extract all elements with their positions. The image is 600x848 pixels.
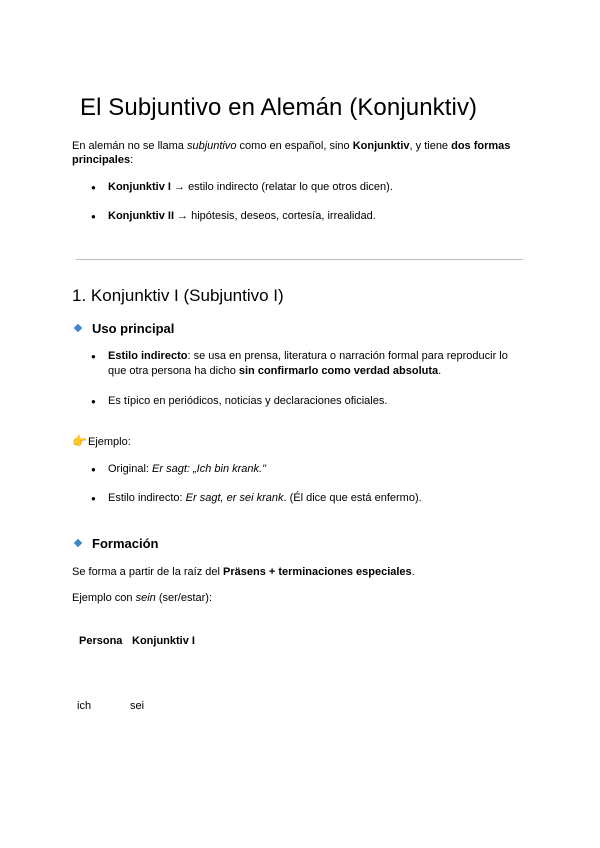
form-desc: → estilo indirecto (relatar lo que otros dicen). [170, 181, 393, 193]
form-desc: → hipótesis, deseos, cortesía, irrealidad. [174, 210, 376, 222]
intro-text: : [130, 154, 134, 166]
table-cell-form: sei [130, 700, 145, 712]
pointing-hand-icon: 👉 [72, 434, 87, 448]
formacion-text: . [411, 566, 415, 578]
intro-konjunktiv: Konjunktiv [352, 140, 410, 152]
subheading-formacion: Formación [92, 536, 159, 551]
list-item-original [108, 462, 513, 477]
diamond-icon [74, 539, 82, 547]
sin-confirmarlo-text: sin confirmarlo como verdad absoluta [238, 365, 439, 377]
bullet-icon: ● [91, 494, 96, 503]
formacion-paragraph [72, 565, 415, 579]
subheading-uso: Uso principal [92, 321, 175, 336]
ejemplo-label: Ejemplo: [88, 436, 131, 448]
intro-text: como en español, sino [236, 140, 353, 152]
ejemplo-sein-text: Ejemplo con [72, 592, 136, 604]
document-title: El Subjuntivo en Alemán (Konjunktiv) [80, 94, 478, 121]
list-item-konjunktiv-1 [108, 180, 513, 195]
bullet-icon: ● [91, 352, 96, 361]
bullet-icon: ● [91, 465, 96, 474]
table-cell-person: ich [77, 700, 92, 712]
original-label: Original: [108, 463, 153, 475]
bullet-icon: ● [91, 397, 96, 406]
indirect-translation: . (Él dice que está enfermo). [283, 492, 422, 504]
indirect-label: Estilo indirecto: [108, 492, 186, 504]
estilo-indirecto-text: . [438, 365, 442, 377]
bullet-icon: ● [91, 183, 96, 192]
intro-text: En alemán no se llama [72, 140, 187, 152]
form-name: Konjunktiv I [108, 181, 171, 193]
ejemplo-sein-text: (ser/estar): [155, 592, 213, 604]
sein-word: sein [135, 592, 156, 604]
formacion-text: Se forma a partir de la raíz del [72, 566, 224, 578]
intro-dos-formas: dos formas principales [72, 140, 511, 166]
diamond-icon [74, 324, 82, 332]
table-header-konjunktiv: Konjunktiv I [132, 635, 195, 647]
indirect-text: Er sagt, er sei krank [185, 492, 284, 504]
intro-text: , y tiene [409, 140, 452, 152]
intro-subjuntivo: subjuntivo [186, 140, 237, 152]
list-item-konjunktiv-2 [108, 209, 513, 224]
form-name: Konjunktiv II [108, 210, 174, 222]
praesens-text: Präsens + terminaciones especiales [223, 566, 412, 578]
intro-paragraph [72, 139, 527, 167]
bullet-icon: ● [91, 212, 96, 221]
section-heading: 1. Konjunktiv I (Subjuntivo I) [72, 286, 284, 305]
estilo-indirecto-label: Estilo indirecto [108, 350, 188, 362]
list-item-indirecto [108, 491, 513, 506]
list-item-estilo-indirecto [108, 349, 513, 379]
ejemplo-sein-paragraph [72, 591, 212, 605]
estilo-indirecto-text: : se usa en prensa, literatura o narración formal para reproducir lo que otra persona ha dicho [108, 350, 508, 377]
list-item-tipico: Es típico en periódicos, noticias y declaraciones oficiales. [108, 395, 388, 407]
horizontal-divider [76, 259, 523, 260]
original-text: Er sagt: „Ich bin krank." [152, 463, 266, 475]
table-header-persona: Persona [79, 635, 123, 647]
